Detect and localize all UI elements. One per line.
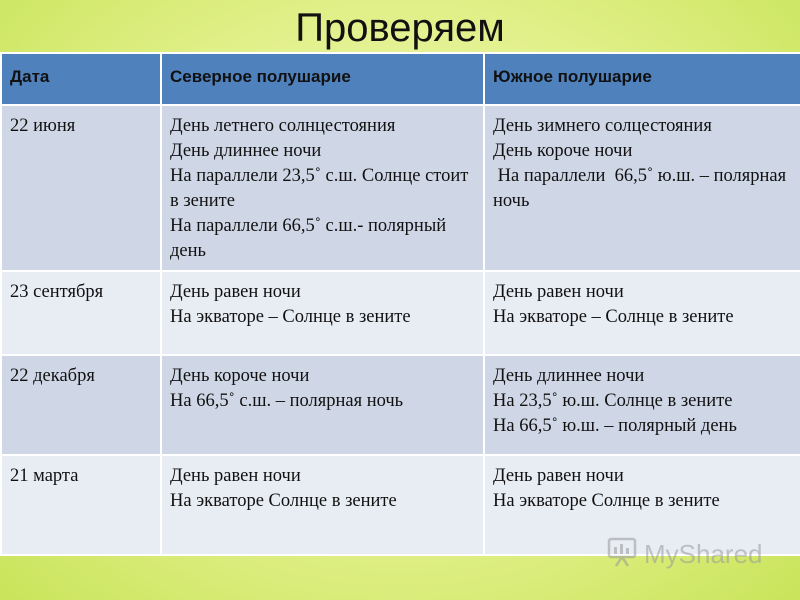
cell-north — [161, 455, 484, 555]
slide-title: Проверяем — [295, 6, 505, 50]
cell-date: 21 марта — [1, 455, 161, 555]
cell-line: День летнего солнцестояния — [170, 116, 396, 136]
cell-line: На экваторе Солнце в зените — [170, 491, 397, 511]
cell-north — [161, 271, 484, 355]
cell-north — [161, 355, 484, 455]
watermark-text: MyShared — [644, 538, 763, 569]
cell-line: День равен ночи — [170, 282, 301, 302]
cell-line: На параллели 66,5˚ с.ш.- полярный день — [170, 216, 451, 261]
cell-line: День зимнего солцестояния — [493, 116, 712, 136]
cell-line: На 66,5˚ ю.ш. – полярный день — [493, 416, 737, 436]
cell-line: День длиннее ночи — [493, 366, 645, 386]
cell-date: 23 сентября — [1, 271, 161, 355]
cell-date: 22 июня — [1, 105, 161, 271]
cell-line: На экваторе Солнце в зените — [493, 491, 720, 511]
cell-line: День короче ночи — [493, 141, 633, 161]
cell-line: День короче ночи — [170, 366, 310, 386]
header-date: Дата — [1, 53, 161, 105]
cell-line: На 23,5˚ ю.ш. Солнце в зените — [493, 391, 733, 411]
cell-line: На параллели 66,5˚ ю.ш. – полярная ночь — [493, 166, 791, 211]
table-row — [1, 271, 800, 355]
cell-south — [484, 105, 800, 271]
table-header-row — [1, 53, 800, 105]
cell-south — [484, 271, 800, 355]
seasons-table — [0, 52, 800, 556]
presentation-board-icon — [606, 536, 638, 573]
header-south: Южное полушарие — [484, 53, 800, 105]
watermark — [606, 537, 763, 571]
cell-date: 22 декабря — [1, 355, 161, 455]
cell-line: На 66,5˚ с.ш. – полярная ночь — [170, 391, 404, 411]
table-row — [1, 355, 800, 455]
table-row — [1, 105, 800, 271]
cell-line: На экваторе – Солнце в зените — [170, 307, 411, 327]
cell-south — [484, 355, 800, 455]
cell-north — [161, 105, 484, 271]
cell-line: День равен ночи — [170, 466, 301, 486]
header-north: Северное полушарие — [161, 53, 484, 105]
cell-line: На параллели 23,5˚ с.ш. Солнце стоит в зените — [170, 166, 473, 211]
cell-line: День длиннее ночи — [170, 141, 322, 161]
cell-line: День равен ночи — [493, 282, 624, 302]
cell-line: На экваторе – Солнце в зените — [493, 307, 734, 327]
cell-line: День равен ночи — [493, 466, 624, 486]
